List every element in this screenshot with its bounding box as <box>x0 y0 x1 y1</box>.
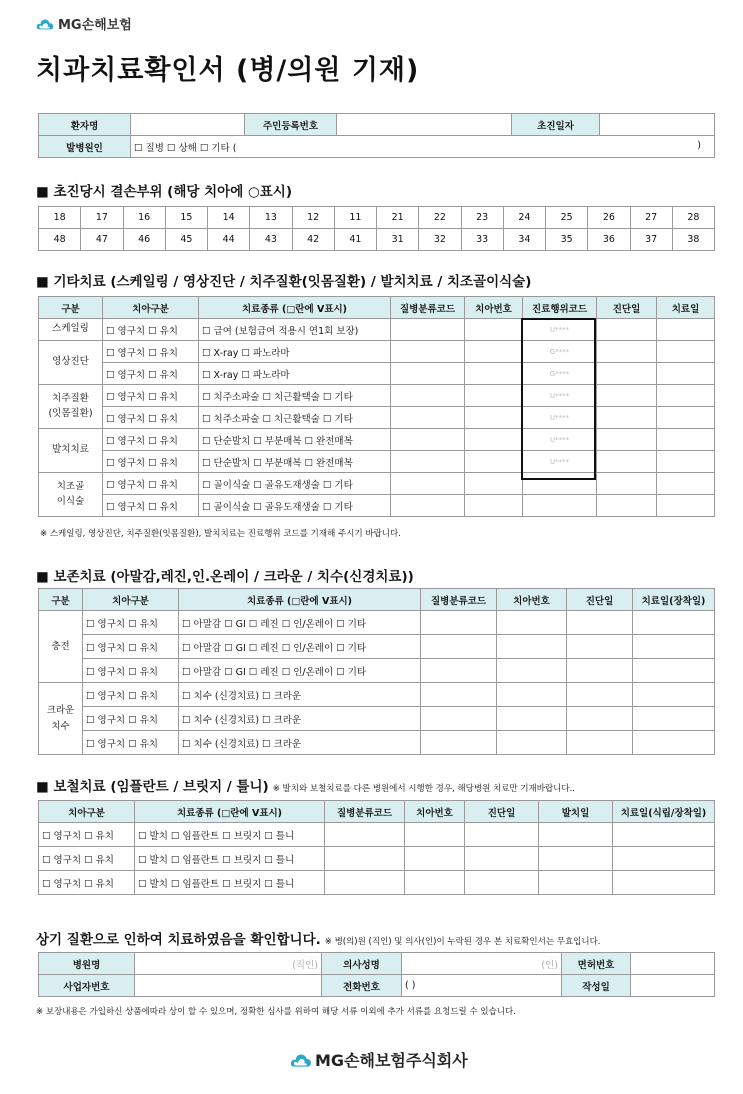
treatment-type-checkbox[interactable]: ☐ 급여 (보험급여 적용시 연1회 보장) <box>199 319 391 341</box>
hospital-name-label: 병원명 <box>39 953 135 975</box>
tooth-cell[interactable]: 23 <box>461 207 503 229</box>
tooth-number-field[interactable] <box>405 871 465 895</box>
disease-code-field[interactable] <box>325 823 405 847</box>
disease-code-field[interactable] <box>391 319 465 341</box>
treatment-date-field[interactable] <box>657 407 715 429</box>
tooth-type-checkbox[interactable]: ☐ 영구치 ☐ 유치 <box>103 495 199 517</box>
treatment-date-field[interactable] <box>657 495 715 517</box>
tooth-cell[interactable]: 47 <box>81 229 123 251</box>
disease-code-field[interactable] <box>391 363 465 385</box>
disease-code-field[interactable] <box>421 611 497 635</box>
diagnosis-date-field[interactable] <box>597 451 657 473</box>
conservative-treatment-table <box>38 588 715 755</box>
doctor-name-field[interactable]: (인) <box>402 953 562 975</box>
phone-label: 전화번호 <box>322 975 402 997</box>
treatment-type-checkbox[interactable]: ☐ 단순발치 ☐ 부분매복 ☐ 완전매복 <box>199 429 391 451</box>
tooth-cell[interactable]: 17 <box>81 207 123 229</box>
diagnosis-date-field[interactable] <box>567 683 633 707</box>
treatment-date-field[interactable] <box>633 683 715 707</box>
disease-code-field[interactable] <box>421 683 497 707</box>
tooth-number-field[interactable] <box>405 847 465 871</box>
tooth-number-field[interactable] <box>465 407 523 429</box>
diagnosis-date-field[interactable] <box>465 847 539 871</box>
teeth-chart <box>38 206 715 251</box>
treatment-type-checkbox[interactable]: ☐ 치주소파술 ☐ 치근활택술 ☐ 기타 <box>199 385 391 407</box>
treatment-type-checkbox[interactable]: ☐ 골이식술 ☐ 골유도재생술 ☐ 기타 <box>199 495 391 517</box>
disease-code-field[interactable] <box>391 407 465 429</box>
category-label: 크라운 치수 <box>39 683 83 755</box>
tooth-cell[interactable]: 25 <box>546 207 588 229</box>
diagnosis-date-field[interactable] <box>465 823 539 847</box>
tooth-number-field[interactable] <box>497 635 567 659</box>
conserv-header: 치료종류 (□란에 V표시) <box>179 589 421 611</box>
tooth-cell[interactable]: 27 <box>630 207 672 229</box>
other-header: 치료종류 (□란에 V표시) <box>199 297 391 319</box>
tooth-cell[interactable]: 36 <box>588 229 630 251</box>
treatment-date-field[interactable] <box>633 731 715 755</box>
tooth-number-field[interactable] <box>497 611 567 635</box>
tooth-cell[interactable]: 33 <box>461 229 503 251</box>
prosthetic-treatment-table <box>38 800 715 895</box>
prosth-header: 질병분류코드 <box>325 801 405 823</box>
category-label: 치조골 이식술 <box>39 473 103 517</box>
conserv-header: 구분 <box>39 589 83 611</box>
bizno-field[interactable] <box>135 975 322 997</box>
tooth-type-checkbox[interactable]: ☐ 영구치 ☐ 유치 <box>83 731 179 755</box>
treatment-date-field[interactable] <box>657 363 715 385</box>
disease-code-field[interactable] <box>391 385 465 407</box>
treatment-date-field[interactable] <box>657 341 715 363</box>
procedure-code-field[interactable]: U**** <box>523 407 597 429</box>
disease-code-field[interactable] <box>421 659 497 683</box>
treatment-type-checkbox[interactable]: ☐ 골이식술 ☐ 골유도재생술 ☐ 기타 <box>199 473 391 495</box>
diagnosis-date-field[interactable] <box>597 319 657 341</box>
treatment-date-field[interactable] <box>633 611 715 635</box>
treatment-type-checkbox[interactable]: ☐ X-ray ☐ 파노라마 <box>199 363 391 385</box>
treatment-type-checkbox[interactable]: ☐ 치수 (신경치료) ☐ 크라운 <box>179 731 421 755</box>
tooth-type-checkbox[interactable]: ☐ 영구치 ☐ 유치 <box>103 407 199 429</box>
other-header: 치아번호 <box>465 297 523 319</box>
diagnosis-date-field[interactable] <box>465 871 539 895</box>
disease-code-field[interactable] <box>421 731 497 755</box>
treatment-date-field[interactable] <box>657 429 715 451</box>
diagnosis-date-field[interactable] <box>567 611 633 635</box>
category-label: 치주질환 (잇몸질환) <box>39 385 103 429</box>
tooth-cell[interactable]: 11 <box>334 207 376 229</box>
disease-code-field[interactable] <box>325 847 405 871</box>
date-field[interactable] <box>631 975 715 997</box>
procedure-code-field[interactable]: U**** <box>523 429 597 451</box>
company-logo <box>290 1048 468 1071</box>
conserv-header: 치아구분 <box>83 589 179 611</box>
hospital-info-table <box>38 952 715 997</box>
tooth-cell[interactable]: 12 <box>292 207 334 229</box>
tooth-type-checkbox[interactable]: ☐ 영구치 ☐ 유치 <box>39 823 135 847</box>
tooth-cell[interactable]: 18 <box>39 207 81 229</box>
treatment-type-checkbox[interactable]: ☐ 치주소파술 ☐ 치근활택술 ☐ 기타 <box>199 407 391 429</box>
other-header: 진료행위코드 <box>523 297 597 319</box>
tooth-type-checkbox[interactable]: ☐ 영구치 ☐ 유치 <box>39 871 135 895</box>
treatment-date-field[interactable] <box>633 635 715 659</box>
tooth-number-field[interactable] <box>497 659 567 683</box>
diagnosis-date-field[interactable] <box>597 429 657 451</box>
treatment-date-field[interactable] <box>633 659 715 683</box>
tooth-cell[interactable]: 28 <box>672 207 714 229</box>
disease-code-field[interactable] <box>391 495 465 517</box>
procedure-code-field[interactable]: U**** <box>523 319 597 341</box>
disease-code-field[interactable] <box>421 635 497 659</box>
diagnosis-date-field[interactable] <box>597 473 657 495</box>
tooth-number-field[interactable] <box>497 683 567 707</box>
tooth-type-checkbox[interactable]: ☐ 영구치 ☐ 유치 <box>39 847 135 871</box>
tooth-number-field[interactable] <box>465 319 523 341</box>
tooth-type-checkbox[interactable]: ☐ 영구치 ☐ 유치 <box>83 611 179 635</box>
tooth-cell[interactable]: 42 <box>292 229 334 251</box>
brand-logo <box>36 14 132 33</box>
diagnosis-date-field[interactable] <box>597 363 657 385</box>
first-visit-field[interactable] <box>600 114 715 136</box>
diagnosis-date-field[interactable] <box>567 635 633 659</box>
tooth-cell[interactable]: 35 <box>546 229 588 251</box>
disease-code-field[interactable] <box>325 871 405 895</box>
treatment-type-checkbox[interactable]: ☐ 치수 (신경치료) ☐ 크라운 <box>179 683 421 707</box>
prosth-header: 치료종류 (□란에 V표시) <box>135 801 325 823</box>
category-label: 충전 <box>39 611 83 683</box>
tooth-cell[interactable]: 43 <box>250 229 292 251</box>
treatment-type-checkbox[interactable]: ☐ 아말감 ☐ GI ☐ 레진 ☐ 인/온레이 ☐ 기타 <box>179 611 421 635</box>
other-note: ※ 스케일링, 영상진단, 치주질환(잇몸질환), 발치치료는 진료행위 코드를 기재해 주시기 바랍니다. <box>40 529 401 539</box>
tooth-type-checkbox[interactable]: ☐ 영구치 ☐ 유치 <box>103 451 199 473</box>
tooth-cell[interactable]: 21 <box>377 207 419 229</box>
prosth-header: 진단일 <box>465 801 539 823</box>
procedure-code-field[interactable] <box>523 473 597 495</box>
disease-code-field[interactable] <box>391 341 465 363</box>
treatment-date-field[interactable] <box>613 847 715 871</box>
cloud-logo-icon <box>36 17 54 31</box>
treatment-date-field[interactable] <box>657 319 715 341</box>
tooth-type-checkbox[interactable]: ☐ 영구치 ☐ 유치 <box>83 635 179 659</box>
treatment-date-field[interactable] <box>613 871 715 895</box>
conserv-header: 치아번호 <box>497 589 567 611</box>
prosth-header: 발치일 <box>539 801 613 823</box>
tooth-number-field[interactable] <box>497 707 567 731</box>
tooth-cell[interactable]: 34 <box>503 229 545 251</box>
prosth-header: 치료일(식립/장착일) <box>613 801 715 823</box>
other-section-title: ■ 기타치료 (스케일링 / 영상진단 / 치주질환(잇몸질환) / 발치치료 / 치조골이식술) <box>36 274 532 290</box>
tooth-number-field[interactable] <box>465 363 523 385</box>
tooth-cell[interactable]: 14 <box>208 207 250 229</box>
treatment-date-field[interactable] <box>633 707 715 731</box>
other-header: 구분 <box>39 297 103 319</box>
rrn-field[interactable] <box>337 114 512 136</box>
diagnosis-date-field[interactable] <box>597 385 657 407</box>
first-visit-label: 초진일자 <box>512 114 600 136</box>
tooth-number-field[interactable] <box>465 451 523 473</box>
category-label: 스케일링 <box>39 319 103 341</box>
tooth-cell[interactable]: 26 <box>588 207 630 229</box>
tooth-cell[interactable]: 41 <box>334 229 376 251</box>
tooth-type-checkbox[interactable]: ☐ 영구치 ☐ 유치 <box>83 659 179 683</box>
conserv-header: 질병분류코드 <box>421 589 497 611</box>
procedure-code-field[interactable] <box>523 495 597 517</box>
license-label: 면허번호 <box>562 953 631 975</box>
tooth-number-field[interactable] <box>465 429 523 451</box>
treatment-date-field[interactable] <box>657 473 715 495</box>
tooth-number-field[interactable] <box>465 473 523 495</box>
diagnosis-date-field[interactable] <box>567 731 633 755</box>
diagnosis-date-field[interactable] <box>567 659 633 683</box>
tooth-cell[interactable]: 13 <box>250 207 292 229</box>
tooth-cell[interactable]: 48 <box>39 229 81 251</box>
procedure-code-field[interactable]: G**** <box>523 363 597 385</box>
tooth-number-field[interactable] <box>465 385 523 407</box>
treatment-type-checkbox[interactable]: ☐ 발치 ☐ 임플란트 ☐ 브릿지 ☐ 틀니 <box>135 871 325 895</box>
cloud-logo-icon <box>290 1052 312 1068</box>
tooth-cell[interactable]: 22 <box>419 207 461 229</box>
patient-name-label: 환자명 <box>39 114 131 136</box>
prosth-header: 치아구분 <box>39 801 135 823</box>
teeth-section-title: ■ 초진당시 결손부위 (해당 치아에 ○표시) <box>36 184 292 200</box>
tooth-number-field[interactable] <box>405 823 465 847</box>
treatment-date-field[interactable] <box>657 385 715 407</box>
treatment-type-checkbox[interactable]: ☐ 아말감 ☐ GI ☐ 레진 ☐ 인/온레이 ☐ 기타 <box>179 659 421 683</box>
patient-name-field[interactable] <box>131 114 245 136</box>
conserv-section-title: ■ 보존치료 (아말감,레진,인.온레이 / 크라운 / 치수(신경치료)) <box>36 569 414 585</box>
tooth-number-field[interactable] <box>497 731 567 755</box>
logo-text: MG손해보험 <box>58 18 132 33</box>
other-treatment-table <box>38 296 715 517</box>
patient-table <box>38 113 715 158</box>
procedure-code-field[interactable]: U**** <box>523 451 597 473</box>
tooth-cell[interactable]: 32 <box>419 229 461 251</box>
treatment-type-checkbox[interactable]: ☐ X-ray ☐ 파노라마 <box>199 341 391 363</box>
disease-code-field[interactable] <box>391 473 465 495</box>
prosth-header: 치아번호 <box>405 801 465 823</box>
tooth-cell[interactable]: 44 <box>208 229 250 251</box>
tooth-cell[interactable]: 46 <box>123 229 165 251</box>
diagnosis-date-field[interactable] <box>597 495 657 517</box>
other-header: 진단일 <box>597 297 657 319</box>
extraction-date-field[interactable] <box>539 847 613 871</box>
treatment-date-field[interactable] <box>613 823 715 847</box>
extraction-date-field[interactable] <box>539 823 613 847</box>
tooth-number-field[interactable] <box>465 495 523 517</box>
tooth-cell[interactable]: 31 <box>377 229 419 251</box>
company-name: MG손해보험주식회사 <box>315 1051 468 1070</box>
doctor-name-label: 의사성명 <box>322 953 402 975</box>
tooth-type-checkbox[interactable]: ☐ 영구치 ☐ 유치 <box>103 363 199 385</box>
confirm-statement: 상기 질환으로 인하여 치료하였음을 확인합니다. ※ 병(의)원 (직인) 및 의사(인)이 누락된 경우 본 치료확인서는 무효입니다. <box>36 932 601 948</box>
treatment-type-checkbox[interactable]: ☐ 단순발치 ☐ 부분매복 ☐ 완전매복 <box>199 451 391 473</box>
diagnosis-date-field[interactable] <box>597 407 657 429</box>
tooth-cell[interactable]: 37 <box>630 229 672 251</box>
footer-note: ※ 보장내용은 가입하신 상품에따라 상이 할 수 있으며, 정확한 심사를 위하여 해당 서류 이외에 추가 서류를 요청드릴 수 있습니다. <box>36 1007 516 1017</box>
tooth-number-field[interactable] <box>465 341 523 363</box>
tooth-type-checkbox[interactable]: ☐ 영구치 ☐ 유치 <box>103 473 199 495</box>
disease-code-field[interactable] <box>391 451 465 473</box>
treatment-type-checkbox[interactable]: ☐ 아말감 ☐ GI ☐ 레진 ☐ 인/온레이 ☐ 기타 <box>179 635 421 659</box>
cause-options[interactable]: ☐ 질병 ☐ 상해 ☐ 기타 ( ) <box>131 136 715 158</box>
diagnosis-date-field[interactable] <box>567 707 633 731</box>
tooth-cell[interactable]: 45 <box>165 229 207 251</box>
treatment-type-checkbox[interactable]: ☐ 치수 (신경치료) ☐ 크라운 <box>179 707 421 731</box>
tooth-type-checkbox[interactable]: ☐ 영구치 ☐ 유치 <box>103 341 199 363</box>
date-label: 작성일 <box>562 975 631 997</box>
treatment-type-checkbox[interactable]: ☐ 발치 ☐ 임플란트 ☐ 브릿지 ☐ 틀니 <box>135 847 325 871</box>
bizno-label: 사업자번호 <box>39 975 135 997</box>
tooth-cell[interactable]: 15 <box>165 207 207 229</box>
diagnosis-date-field[interactable] <box>597 341 657 363</box>
tooth-cell[interactable]: 16 <box>123 207 165 229</box>
phone-field[interactable]: ( ) <box>402 975 562 997</box>
other-header: 치아구분 <box>103 297 199 319</box>
tooth-cell[interactable]: 24 <box>503 207 545 229</box>
tooth-type-checkbox[interactable]: ☐ 영구치 ☐ 유치 <box>83 707 179 731</box>
tooth-type-checkbox[interactable]: ☐ 영구치 ☐ 유치 <box>103 429 199 451</box>
page-title: 치과치료확인서 (병/의원 기재) <box>36 55 420 86</box>
rrn-label: 주민등록번호 <box>245 114 337 136</box>
procedure-code-field[interactable]: G**** <box>523 341 597 363</box>
conserv-header: 진단일 <box>567 589 633 611</box>
treatment-date-field[interactable] <box>657 451 715 473</box>
treatment-type-checkbox[interactable]: ☐ 발치 ☐ 임플란트 ☐ 브릿지 ☐ 틀니 <box>135 823 325 847</box>
tooth-type-checkbox[interactable]: ☐ 영구치 ☐ 유치 <box>103 319 199 341</box>
extraction-date-field[interactable] <box>539 871 613 895</box>
tooth-type-checkbox[interactable]: ☐ 영구치 ☐ 유치 <box>83 683 179 707</box>
license-field[interactable] <box>631 953 715 975</box>
cause-label: 발병원인 <box>39 136 131 158</box>
other-header: 질병분류코드 <box>391 297 465 319</box>
conserv-header: 치료일(장착일) <box>633 589 715 611</box>
procedure-code-field[interactable]: U**** <box>523 385 597 407</box>
tooth-type-checkbox[interactable]: ☐ 영구치 ☐ 유치 <box>103 385 199 407</box>
disease-code-field[interactable] <box>421 707 497 731</box>
category-label: 발치치료 <box>39 429 103 473</box>
tooth-cell[interactable]: 38 <box>672 229 714 251</box>
other-header: 치료일 <box>657 297 715 319</box>
category-label: 영상진단 <box>39 341 103 385</box>
disease-code-field[interactable] <box>391 429 465 451</box>
prosth-section-title: ■ 보철치료 (임플란트 / 브릿지 / 틀니) ※ 발치와 보철치료를 다른 병원에서 시행한 경우, 해당병원 치료만 기재바랍니다.. <box>36 779 576 795</box>
hospital-name-field[interactable]: (직인) <box>135 953 322 975</box>
